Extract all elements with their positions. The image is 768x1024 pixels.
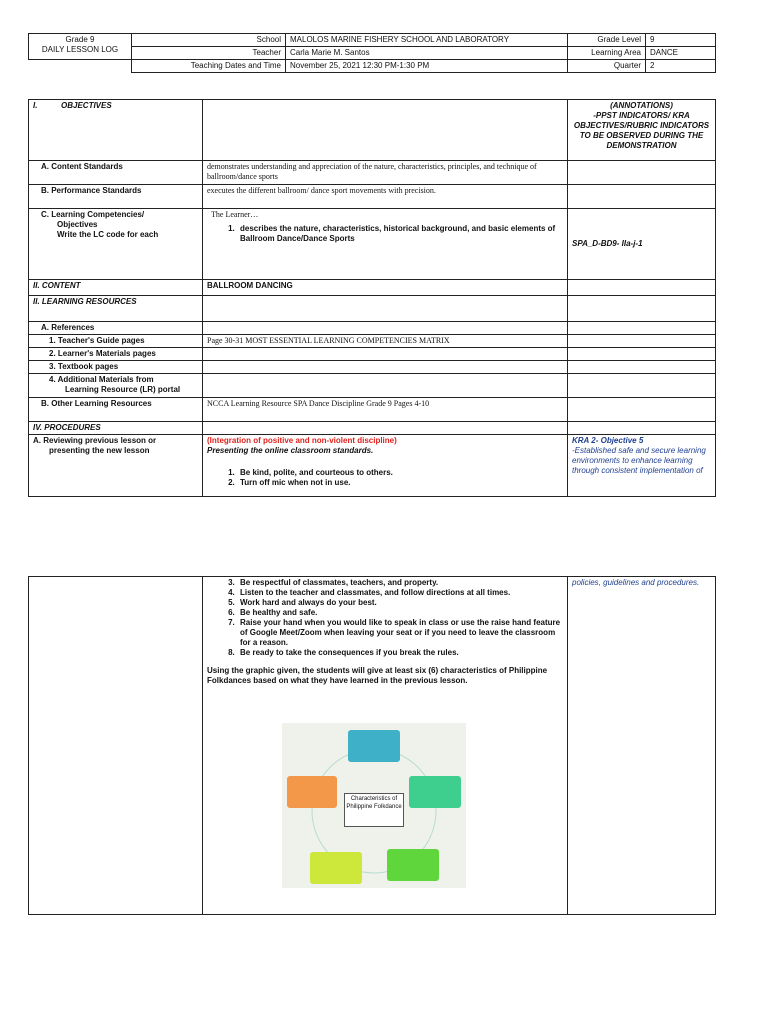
graphic-instruction: Using the graphic given, the students will give at least six (6) characteristics of Philippine Folkdances based on what they have learned in the previous lesson. bbox=[207, 666, 548, 685]
rule-item: 5. Work hard and always do your best. bbox=[237, 598, 563, 608]
objectives-blank bbox=[203, 100, 568, 161]
performance-label: B. Performance Standards bbox=[29, 185, 203, 209]
procedure-a-label-1: A. Reviewing previous lesson or bbox=[33, 436, 157, 445]
header-table bbox=[28, 33, 716, 73]
log-title: DAILY LESSON LOG bbox=[41, 45, 119, 54]
learner-text: The Learner… bbox=[211, 210, 259, 219]
shape-left bbox=[287, 776, 337, 808]
competencies-label-2: Objectives bbox=[57, 220, 98, 229]
rule-item: 4. Listen to the teacher and classmates, and follow directions at all times. bbox=[237, 588, 563, 598]
content-standards-annotation bbox=[568, 161, 716, 185]
references-label: A. References bbox=[29, 322, 203, 335]
quarter-value: 2 bbox=[646, 60, 716, 73]
content-standards-label: A. Content Standards bbox=[29, 161, 203, 185]
other-resources-value: NCCA Learning Resource SPA Dance Discipline Grade 9 Pages 4-10 bbox=[203, 398, 568, 422]
shape-bottom-left bbox=[310, 852, 362, 884]
kra-title: KRA 2- Objective 5 bbox=[572, 436, 644, 445]
grade-level-value: 9 bbox=[646, 34, 716, 47]
performance-annotation bbox=[568, 185, 716, 209]
additional-label-2: Learning Resource (LR) portal bbox=[65, 385, 181, 394]
resources-blank bbox=[203, 296, 568, 322]
dates-value: November 25, 2021 12:30 PM-1:30 PM bbox=[286, 60, 568, 73]
learners-materials-annotation bbox=[568, 348, 716, 361]
kra-annotation-cont bbox=[568, 577, 716, 915]
content-standards-value: demonstrates understanding and appreciation of the nature, characteristics, principles, and technique of ballroom/dance sports bbox=[203, 161, 568, 185]
other-resources-label: B. Other Learning Resources bbox=[29, 398, 203, 422]
grade-log-cell bbox=[29, 34, 132, 60]
teacher-value: Carla Marie M. Santos bbox=[286, 47, 568, 60]
kra-text-cont: policies, guidelines and procedures. bbox=[572, 578, 700, 587]
additional-value bbox=[203, 374, 568, 398]
rule-item: 7. Raise your hand when you would like to speak in class or use the raise hand feature of Google Meet/Zoom when leaving your seat or if you need to leave the classroom for a reason. bbox=[237, 618, 563, 648]
competencies-label-3: Write the LC code for each bbox=[57, 230, 159, 239]
content-value: BALLROOM DANCING bbox=[203, 280, 568, 296]
textbook-annotation bbox=[568, 361, 716, 374]
competencies-value bbox=[203, 209, 568, 280]
procedures-blank bbox=[203, 422, 568, 435]
procedure-a-label bbox=[29, 435, 203, 497]
kra-text: -Established safe and secure learning environments to enhance learning through consistent implementation of bbox=[572, 446, 706, 475]
additional-annotation bbox=[568, 374, 716, 398]
objectives-heading bbox=[29, 100, 203, 161]
grade-text: Grade 9 bbox=[65, 35, 95, 44]
integration-text: (Integration of positive and non-violent discipline) bbox=[207, 436, 397, 445]
references-value bbox=[203, 322, 568, 335]
other-resources-annotation bbox=[568, 398, 716, 422]
learners-materials-label: 2. Learner's Materials pages bbox=[29, 348, 203, 361]
teachers-guide-label: 1. Teacher's Guide pages bbox=[29, 335, 203, 348]
resources-label: II. LEARNING RESOURCES bbox=[29, 296, 203, 322]
grade-level-label: Grade Level bbox=[568, 34, 646, 47]
continuation-label bbox=[29, 577, 203, 915]
annotations-heading: (ANNOTATIONS) -PPST INDICATORS/ KRA OBJECTIVES/RUBRIC INDICATORS TO BE OBSERVED DURING THE DEMONSTRATION bbox=[568, 100, 716, 161]
school-label: School bbox=[132, 34, 286, 47]
procedure-a-label-2: presenting the new lesson bbox=[49, 446, 150, 455]
rule-item: 2. Turn off mic when not in use. bbox=[237, 478, 563, 488]
additional-label-1: 4. Additional Materials from bbox=[49, 375, 154, 384]
learners-materials-value bbox=[203, 348, 568, 361]
competencies-label bbox=[29, 209, 203, 280]
kra-annotation bbox=[568, 435, 716, 497]
school-value: MALOLOS MARINE FISHERY SCHOOL AND LABORATORY bbox=[286, 34, 568, 47]
rule-item: 8. Be ready to take the consequences if you break the rules. bbox=[237, 648, 563, 658]
content-label: II. CONTENT bbox=[29, 280, 203, 296]
procedure-a-content bbox=[203, 435, 568, 497]
textbook-label: 3. Textbook pages bbox=[29, 361, 203, 374]
teachers-guide-annotation bbox=[568, 335, 716, 348]
quarter-label: Quarter bbox=[568, 60, 646, 73]
dates-label: Teaching Dates and Time bbox=[132, 60, 286, 73]
teachers-guide-value: Page 30-31 MOST ESSENTIAL LEARNING COMPETENCIES MATRIX bbox=[203, 335, 568, 348]
resources-annotation bbox=[568, 296, 716, 322]
objectives-title: OBJECTIVES bbox=[61, 101, 112, 110]
characteristics-graphic bbox=[282, 723, 466, 888]
graphic-center-label: Characteristics of Philippine Folkdance bbox=[344, 793, 404, 827]
competencies-label-1: C. Learning Competencies/ bbox=[41, 210, 145, 219]
lesson-table bbox=[28, 99, 716, 497]
teacher-label: Teacher bbox=[132, 47, 286, 60]
rule-item: 3. Be respectful of classmates, teachers, and property. bbox=[237, 578, 563, 588]
presenting-text: Presenting the online classroom standards. bbox=[207, 446, 374, 455]
learning-area-label: Learning Area bbox=[568, 47, 646, 60]
shape-top bbox=[348, 730, 400, 762]
content-annotation bbox=[568, 280, 716, 296]
references-annotation bbox=[568, 322, 716, 335]
procedures-annotation bbox=[568, 422, 716, 435]
textbook-value bbox=[203, 361, 568, 374]
learning-area-value: DANCE bbox=[646, 47, 716, 60]
rule-item: 6. Be healthy and safe. bbox=[237, 608, 563, 618]
empty-cell bbox=[29, 60, 132, 73]
lc-code: SPA_D-BD9- IIa-j-1 bbox=[568, 209, 716, 280]
shape-bottom-right bbox=[387, 849, 439, 881]
competency-item: 1. describes the nature, characteristics, historical background, and basic elements of Ballroom Dance/Dance Sports bbox=[237, 224, 563, 244]
additional-label bbox=[29, 374, 203, 398]
performance-value: executes the different ballroom/ dance sport movements with precision. bbox=[203, 185, 568, 209]
procedures-label: IV. PROCEDURES bbox=[29, 422, 203, 435]
objectives-num: I. bbox=[33, 101, 38, 110]
rule-item: 1. Be kind, polite, and courteous to others. bbox=[237, 468, 563, 478]
shape-right bbox=[409, 776, 461, 808]
